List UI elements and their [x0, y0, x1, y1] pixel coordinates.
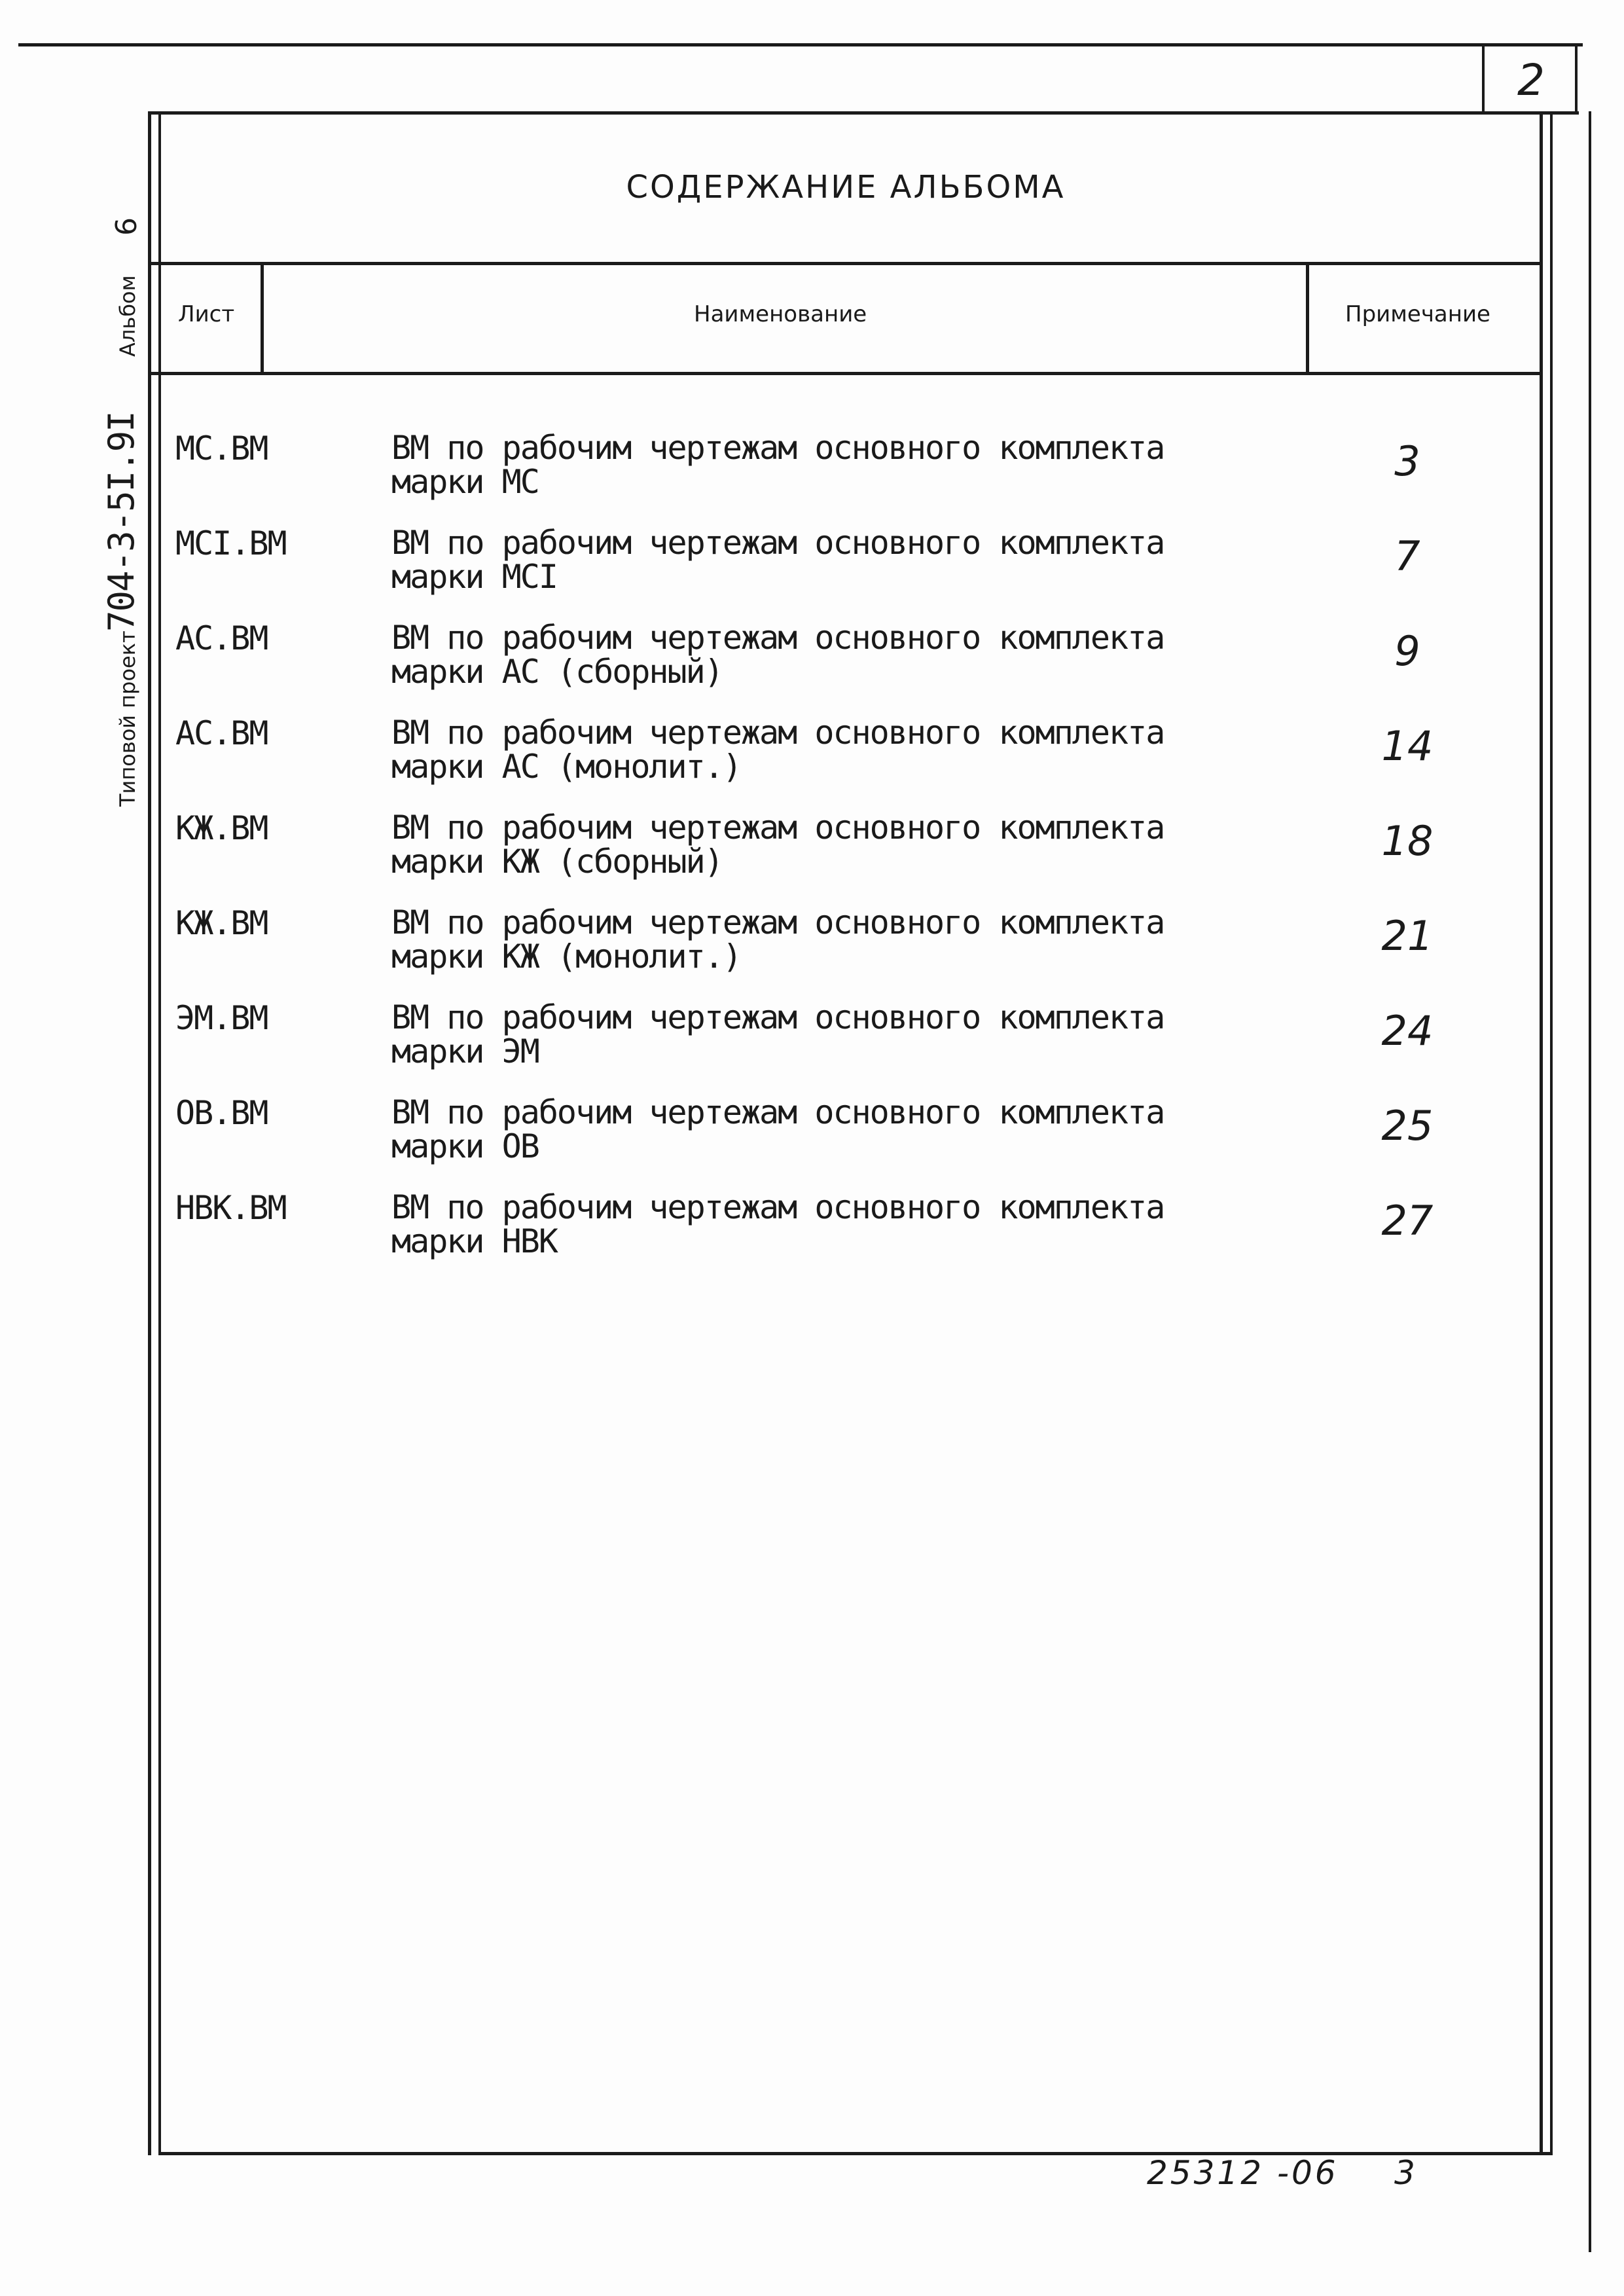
row-name-line2: марки НВК: [391, 1222, 557, 1260]
header-divider-2: [1306, 262, 1309, 374]
row-name-line1: ВМ по рабочим чертежам основного комплекта: [391, 429, 1164, 467]
row-note: 25: [1381, 1102, 1434, 1150]
header-note: Примечание: [1345, 301, 1490, 327]
row-sheet: АС.ВМ: [175, 619, 268, 657]
header-sheet: Лист: [178, 301, 235, 327]
row-name-line2: марки ОВ: [391, 1127, 539, 1165]
row-sheet: ОВ.ВМ: [175, 1094, 268, 1132]
row-name-line2: марки АС (монолит.): [391, 748, 741, 786]
footer-order-number: 25312 -06: [1147, 2154, 1339, 2192]
header-top-line: [151, 262, 1542, 265]
header-name: Наименование: [694, 301, 867, 327]
row-name-line1: ВМ по рабочим чертежам основного комплекта: [391, 619, 1164, 657]
row-note: 7: [1394, 532, 1420, 580]
footer-sheet-number: 3: [1394, 2154, 1418, 2192]
side-album-label: Альбом: [115, 275, 140, 357]
side-album-number: 6: [110, 217, 143, 236]
row-name-line2: марки КЖ (монолит.): [391, 938, 741, 975]
row-name-line2: марки АС (сборный): [391, 653, 723, 691]
side-project-number: 704-3-5I.9I: [101, 412, 142, 632]
page-title: СОДЕРЖАНИЕ АЛЬБОМА: [626, 169, 1066, 206]
row-name-line1: ВМ по рабочим чертежам основного комплекта: [391, 998, 1164, 1036]
row-name-line1: ВМ по рабочим чертежам основного комплекта: [391, 1188, 1164, 1226]
header-divider-1: [261, 262, 264, 374]
row-sheet: КЖ.ВМ: [175, 809, 268, 847]
row-sheet: АС.ВМ: [175, 714, 268, 752]
row-sheet: КЖ.ВМ: [175, 904, 268, 942]
row-name-line1: ВМ по рабочим чертежам основного комплекта: [391, 903, 1164, 941]
table-row: [0, 811, 1624, 902]
table-row: [0, 716, 1624, 807]
side-project-label: Типовой проект: [115, 630, 140, 807]
row-sheet: МСI.ВМ: [175, 524, 286, 562]
row-name-line1: ВМ по рабочим чертежам основного комплекта: [391, 1093, 1164, 1131]
row-note: 14: [1381, 722, 1434, 770]
row-sheet: ЭМ.ВМ: [175, 999, 268, 1037]
table-row: [0, 1000, 1624, 1092]
row-sheet: МС.ВМ: [175, 429, 268, 467]
row-name-line2: марки МС: [391, 463, 539, 501]
row-name-line1: ВМ по рабочим чертежам основного комплекта: [391, 714, 1164, 752]
row-note: 18: [1381, 817, 1434, 865]
row-note: 24: [1381, 1007, 1434, 1055]
row-note: 3: [1394, 437, 1420, 485]
row-note: 21: [1381, 912, 1434, 960]
inner-top-line: [148, 111, 1579, 115]
row-sheet: НВК.ВМ: [175, 1189, 286, 1227]
page-number: 2: [1517, 55, 1545, 105]
table-row: [0, 621, 1624, 712]
table-row: [0, 526, 1624, 617]
row-name-line1: ВМ по рабочим чертежам основного комплекта: [391, 809, 1164, 847]
table-row: [0, 1190, 1624, 1282]
table-row: [0, 1095, 1624, 1187]
header-bottom-line: [151, 372, 1542, 375]
table-row: [0, 905, 1624, 997]
row-name-line2: марки КЖ (сборный): [391, 843, 723, 881]
row-note: 27: [1381, 1197, 1434, 1245]
row-note: 9: [1394, 627, 1420, 675]
row-name-line2: марки ЭМ: [391, 1032, 539, 1070]
row-name-line2: марки МСI: [391, 558, 557, 596]
bottom-frame-line: [158, 2152, 1553, 2155]
row-name-line1: ВМ по рабочим чертежам основного комплекта: [391, 524, 1164, 562]
top-border-line: [18, 43, 1583, 46]
table-row: [0, 431, 1624, 522]
